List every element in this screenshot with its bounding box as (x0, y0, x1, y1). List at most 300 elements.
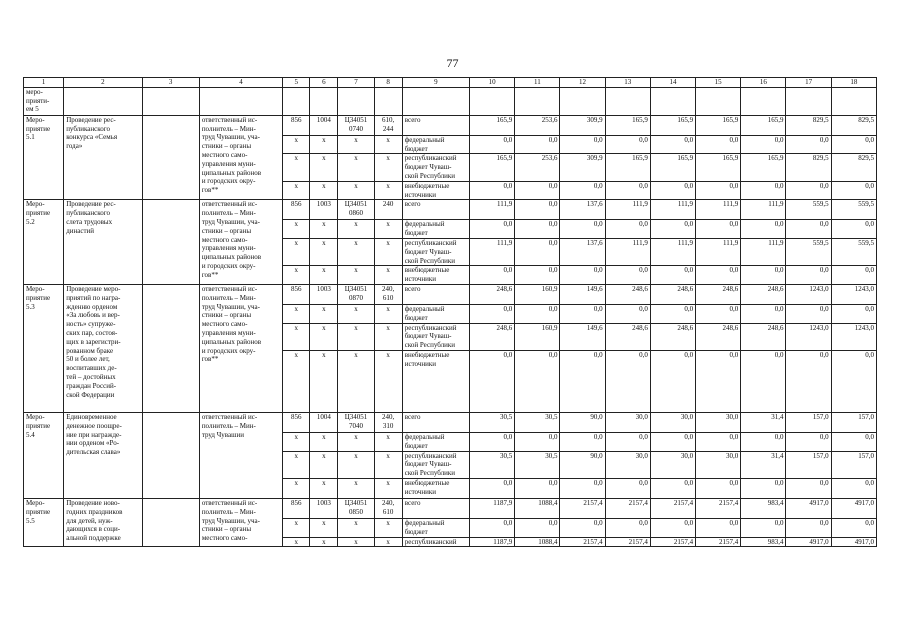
amount-value: 1243,0 (786, 323, 831, 350)
amount-value: 0,0 (650, 304, 695, 323)
grbs-code: x (283, 266, 310, 285)
column-number: 5 (283, 78, 310, 88)
amount-value: 0,0 (515, 135, 560, 154)
amount-value: 30,5 (470, 412, 515, 432)
amount-value: 1088,4 (515, 498, 560, 518)
funding-source: федеральный бюджет (402, 518, 469, 537)
amount-value: 30,0 (696, 412, 741, 432)
section-code: x (310, 304, 338, 323)
amount-value: 0,0 (741, 135, 786, 154)
measure-executor: ответственный ис- полнитель – Мин- труд Чувашии, уча- стники – органы местного само- управления муни- ципальных районов и городских окру- гов** (199, 200, 282, 285)
amount-value: 30,5 (515, 451, 560, 478)
measure-executor: ответственный ис- полнитель – Мин- труд Чувашии, уча- стники – органы местного само- управления муни- ципальных районов и городских окру- гов** (199, 284, 282, 412)
amount-value: 0,0 (741, 181, 786, 200)
empty-cell (374, 87, 402, 115)
amount-value: 0,0 (831, 478, 876, 498)
amount-value: 0,0 (470, 518, 515, 537)
amount-value: 0,0 (605, 432, 650, 451)
amount-value: 0,0 (605, 304, 650, 323)
amount-value: 559,5 (831, 200, 876, 220)
amount-value: 0,0 (741, 266, 786, 285)
amount-value: 2157,4 (605, 498, 650, 518)
amount-value: 0,0 (470, 220, 515, 239)
grbs-code: x (283, 181, 310, 200)
empty-cell (142, 87, 199, 115)
amount-value: 0,0 (515, 181, 560, 200)
amount-value: 0,0 (831, 135, 876, 154)
section-code: x (310, 478, 338, 498)
amount-value: 90,0 (560, 412, 605, 432)
funding-source: всего (402, 498, 469, 518)
funding-source: республиканский бюджет Чуваш- ской Республики (402, 323, 469, 350)
amount-value: 0,0 (605, 518, 650, 537)
measure-id: Меро- приятие 5.2 (24, 200, 64, 285)
empty-cell (64, 87, 142, 115)
section-code: x (310, 266, 338, 285)
target-article-code: Ц34051 0850 (338, 498, 374, 518)
amount-value: 0,0 (696, 478, 741, 498)
grbs-code: x (283, 350, 310, 412)
amount-value: 30,0 (696, 451, 741, 478)
amount-value: 31,4 (741, 412, 786, 432)
empty-cell (310, 87, 338, 115)
empty-cell (283, 87, 310, 115)
target-article-code: Ц34051 0740 (338, 115, 374, 135)
amount-value: 2157,4 (650, 537, 695, 547)
funding-source: внебюджетные источники (402, 266, 469, 285)
target-article-code: Ц34051 0860 (338, 200, 374, 220)
column-number: 11 (515, 78, 560, 88)
amount-value: 0,0 (741, 304, 786, 323)
target-article-code: x (338, 350, 374, 412)
empty-cell (338, 87, 374, 115)
amount-value: 2157,4 (560, 498, 605, 518)
amount-value: 0,0 (605, 266, 650, 285)
expense-type-code: x (374, 266, 402, 285)
amount-value: 157,0 (831, 451, 876, 478)
amount-value: 1243,0 (831, 323, 876, 350)
section-code: x (310, 350, 338, 412)
amount-value: 0,0 (560, 518, 605, 537)
amount-value: 111,9 (696, 200, 741, 220)
column-number: 7 (338, 78, 374, 88)
amount-value: 248,6 (470, 284, 515, 304)
amount-value: 0,0 (560, 266, 605, 285)
amount-value: 4917,0 (786, 498, 831, 518)
amount-value: 559,5 (831, 238, 876, 265)
grbs-code: 856 (283, 412, 310, 432)
amount-value: 165,9 (650, 154, 695, 181)
amount-value: 165,9 (605, 115, 650, 135)
amount-value: 4917,0 (786, 537, 831, 547)
table-row (24, 115, 877, 135)
amount-value: 248,6 (696, 323, 741, 350)
amount-value: 137,6 (560, 200, 605, 220)
amount-value: 4917,0 (831, 498, 876, 518)
column-3-cell (142, 115, 199, 200)
amount-value: 30,5 (470, 451, 515, 478)
amount-value: 111,9 (650, 200, 695, 220)
amount-value: 983,4 (741, 498, 786, 518)
amount-value: 0,0 (605, 135, 650, 154)
table-row (24, 412, 877, 432)
amount-value: 0,0 (560, 220, 605, 239)
funding-source: внебюджетные источники (402, 478, 469, 498)
amount-value: 0,0 (696, 350, 741, 412)
funding-source: федеральный бюджет (402, 135, 469, 154)
column-number: 12 (560, 78, 605, 88)
continuation-label: меро- прияти- ем 5 (24, 87, 64, 115)
funding-source: республиканский бюджет Чуваш- ской Республики (402, 451, 469, 478)
expense-type-code: x (374, 350, 402, 412)
amount-value: 149,6 (560, 323, 605, 350)
column-number: 13 (605, 78, 650, 88)
amount-value: 248,6 (650, 284, 695, 304)
amount-value: 0,0 (696, 432, 741, 451)
amount-value: 157,0 (831, 412, 876, 432)
amount-value: 0,0 (786, 266, 831, 285)
amount-value: 0,0 (741, 220, 786, 239)
section-code: x (310, 432, 338, 451)
empty-cell (741, 87, 786, 115)
column-number: 16 (741, 78, 786, 88)
expense-type-code: x (374, 537, 402, 547)
target-article-code: x (338, 323, 374, 350)
amount-value: 0,0 (696, 135, 741, 154)
target-article-code: Ц34051 0870 (338, 284, 374, 304)
column-number: 1 (24, 78, 64, 88)
target-article-code: x (338, 266, 374, 285)
amount-value: 30,0 (650, 412, 695, 432)
expense-type-code: 240, 610 (374, 498, 402, 518)
target-article-code: x (338, 432, 374, 451)
amount-value: 0,0 (786, 135, 831, 154)
amount-value: 0,0 (831, 350, 876, 412)
amount-value: 0,0 (605, 478, 650, 498)
amount-value: 111,9 (605, 200, 650, 220)
target-article-code: x (338, 478, 374, 498)
funding-source: республиканский бюджет Чуваш- ской Республики (402, 154, 469, 181)
column-number: 18 (831, 78, 876, 88)
amount-value: 90,0 (560, 451, 605, 478)
empty-cell (786, 87, 831, 115)
amount-value: 559,5 (786, 200, 831, 220)
expense-type-code: x (374, 181, 402, 200)
amount-value: 0,0 (515, 350, 560, 412)
amount-value: 0,0 (741, 432, 786, 451)
funding-source: внебюджетные источники (402, 181, 469, 200)
section-code: x (310, 451, 338, 478)
amount-value: 0,0 (831, 220, 876, 239)
amount-value: 0,0 (560, 135, 605, 154)
amount-value: 157,0 (786, 412, 831, 432)
amount-value: 0,0 (831, 304, 876, 323)
amount-value: 0,0 (515, 518, 560, 537)
amount-value: 829,5 (786, 154, 831, 181)
amount-value: 165,9 (605, 154, 650, 181)
amount-value: 4917,0 (831, 537, 876, 547)
expense-type-code: x (374, 304, 402, 323)
page-number: 77 (446, 56, 459, 70)
amount-value: 829,5 (786, 115, 831, 135)
expense-type-code: x (374, 135, 402, 154)
expense-type-code: x (374, 220, 402, 239)
expense-type-code: 240, 610 (374, 284, 402, 304)
grbs-code: x (283, 135, 310, 154)
amount-value: 0,0 (650, 135, 695, 154)
funding-source: федеральный бюджет (402, 304, 469, 323)
section-code: 1003 (310, 200, 338, 220)
amount-value: 0,0 (560, 304, 605, 323)
measure-id: Меро- приятие 5.1 (24, 115, 64, 200)
funding-source: федеральный бюджет (402, 432, 469, 451)
amount-value: 309,9 (560, 154, 605, 181)
continuation-row (24, 87, 877, 115)
amount-value: 248,6 (650, 323, 695, 350)
amount-value: 0,0 (786, 181, 831, 200)
funding-source: всего (402, 200, 469, 220)
amount-value: 165,9 (696, 115, 741, 135)
target-article-code: x (338, 154, 374, 181)
amount-value: 2157,4 (605, 537, 650, 547)
empty-cell (402, 87, 469, 115)
section-code: x (310, 220, 338, 239)
section-code: 1003 (310, 498, 338, 518)
target-article-code: x (338, 537, 374, 547)
amount-value: 0,0 (605, 350, 650, 412)
column-3-cell (142, 284, 199, 412)
column-number: 3 (142, 78, 199, 88)
target-article-code: x (338, 181, 374, 200)
amount-value: 0,0 (470, 266, 515, 285)
target-article-code: Ц34051 7040 (338, 412, 374, 432)
empty-cell (199, 87, 282, 115)
grbs-code: 856 (283, 115, 310, 135)
amount-value: 0,0 (515, 200, 560, 220)
empty-cell (560, 87, 605, 115)
amount-value: 165,9 (696, 154, 741, 181)
amount-value: 0,0 (786, 432, 831, 451)
table-row (24, 498, 877, 518)
section-code: x (310, 135, 338, 154)
measure-name: Проведение меро- приятий по награ- жденню орденом «За любовь и вер- ность» супруже- ских пар, состоя- щих в зарегистри- рованном браке 50 и более лет, воспитавших де- тей – достойных граждан Россий- ской Федерации (64, 284, 142, 412)
amount-value: 248,6 (605, 323, 650, 350)
amount-value: 559,5 (786, 238, 831, 265)
expense-type-code: x (374, 154, 402, 181)
column-number: 9 (402, 78, 469, 88)
measure-name: Проведение ново- годних праздников для детей, нуж- дающихся в соци- альной поддержке (64, 498, 142, 546)
section-code: x (310, 518, 338, 537)
column-number: 17 (786, 78, 831, 88)
amount-value: 30,0 (605, 451, 650, 478)
amount-value: 160,9 (515, 284, 560, 304)
amount-value: 0,0 (515, 266, 560, 285)
amount-value: 31,4 (741, 451, 786, 478)
empty-cell (650, 87, 695, 115)
amount-value: 248,6 (605, 284, 650, 304)
funding-source: федеральный бюджет (402, 220, 469, 239)
grbs-code: x (283, 238, 310, 265)
amount-value: 0,0 (650, 432, 695, 451)
measure-executor: ответственный ис- полнитель – Мин- труд Чувашии (199, 412, 282, 498)
budget-table (23, 77, 877, 547)
expense-type-code: 610, 244 (374, 115, 402, 135)
amount-value: 0,0 (470, 432, 515, 451)
measure-id: Меро- приятие 5.4 (24, 412, 64, 498)
amount-value: 1088,4 (515, 537, 560, 547)
column-number-row (24, 78, 877, 88)
amount-value: 165,9 (470, 154, 515, 181)
amount-value: 165,9 (650, 115, 695, 135)
amount-value: 0,0 (831, 518, 876, 537)
empty-cell (696, 87, 741, 115)
amount-value: 0,0 (786, 304, 831, 323)
amount-value: 0,0 (831, 432, 876, 451)
section-code: x (310, 238, 338, 265)
measure-name: Единовременное денежное поощре- ние при награжде- нии орденом «Ро- дительская слава» (64, 412, 142, 498)
funding-source: республиканский бюджет Чуваш- ской Республики (402, 238, 469, 265)
amount-value: 0,0 (786, 478, 831, 498)
amount-value: 829,5 (831, 154, 876, 181)
amount-value: 0,0 (515, 304, 560, 323)
grbs-code: x (283, 478, 310, 498)
table-row (24, 200, 877, 220)
amount-value: 2157,4 (650, 498, 695, 518)
amount-value: 0,0 (696, 181, 741, 200)
target-article-code: x (338, 518, 374, 537)
amount-value: 0,0 (515, 238, 560, 265)
amount-value: 111,9 (696, 238, 741, 265)
grbs-code: x (283, 154, 310, 181)
expense-type-code: x (374, 432, 402, 451)
target-article-code: x (338, 238, 374, 265)
empty-cell (470, 87, 515, 115)
measure-executor: ответственный ис- полнитель – Мин- труд Чувашии, уча- стники – органы местного само- (199, 498, 282, 546)
expense-type-code: x (374, 451, 402, 478)
section-code: 1004 (310, 412, 338, 432)
section-code: 1004 (310, 115, 338, 135)
amount-value: 0,0 (470, 135, 515, 154)
measure-id: Меро- приятие 5.5 (24, 498, 64, 546)
amount-value: 111,9 (741, 200, 786, 220)
grbs-code: x (283, 451, 310, 478)
amount-value: 0,0 (831, 181, 876, 200)
amount-value: 309,9 (560, 115, 605, 135)
amount-value: 0,0 (696, 266, 741, 285)
amount-value: 253,6 (515, 154, 560, 181)
grbs-code: 856 (283, 284, 310, 304)
amount-value: 0,0 (560, 350, 605, 412)
amount-value: 0,0 (470, 478, 515, 498)
amount-value: 248,6 (741, 323, 786, 350)
amount-value: 248,6 (470, 323, 515, 350)
amount-value: 165,9 (741, 154, 786, 181)
amount-value: 248,6 (741, 284, 786, 304)
amount-value: 0,0 (650, 266, 695, 285)
funding-source: всего (402, 115, 469, 135)
grbs-code: x (283, 304, 310, 323)
amount-value: 2157,4 (696, 537, 741, 547)
amount-value: 111,9 (741, 238, 786, 265)
amount-value: 0,0 (560, 432, 605, 451)
amount-value: 0,0 (470, 304, 515, 323)
column-number: 6 (310, 78, 338, 88)
amount-value: 0,0 (786, 220, 831, 239)
amount-value: 0,0 (650, 181, 695, 200)
measure-id: Меро- приятие 5.3 (24, 284, 64, 412)
funding-source: республиканский (402, 537, 469, 547)
amount-value: 149,6 (560, 284, 605, 304)
column-number: 15 (696, 78, 741, 88)
amount-value: 111,9 (470, 200, 515, 220)
amount-value: 1187,9 (470, 498, 515, 518)
section-code: x (310, 323, 338, 350)
amount-value: 0,0 (741, 478, 786, 498)
funding-source: всего (402, 284, 469, 304)
amount-value: 0,0 (786, 518, 831, 537)
section-code: x (310, 181, 338, 200)
amount-value: 0,0 (470, 350, 515, 412)
amount-value: 0,0 (786, 350, 831, 412)
amount-value: 0,0 (741, 518, 786, 537)
column-3-cell (142, 412, 199, 498)
measure-name: Проведение рес- публиканского конкурса «Семья года» (64, 115, 142, 200)
grbs-code: 856 (283, 200, 310, 220)
column-3-cell (142, 498, 199, 546)
amount-value: 983,4 (741, 537, 786, 547)
amount-value: 0,0 (650, 220, 695, 239)
amount-value: 30,0 (605, 412, 650, 432)
amount-value: 111,9 (605, 238, 650, 265)
amount-value: 0,0 (515, 432, 560, 451)
column-number: 10 (470, 78, 515, 88)
amount-value: 0,0 (605, 181, 650, 200)
amount-value: 0,0 (831, 266, 876, 285)
column-number: 4 (199, 78, 282, 88)
expense-type-code: x (374, 323, 402, 350)
amount-value: 0,0 (650, 478, 695, 498)
amount-value: 0,0 (605, 220, 650, 239)
amount-value: 2157,4 (560, 537, 605, 547)
amount-value: 0,0 (696, 220, 741, 239)
target-article-code: x (338, 220, 374, 239)
amount-value: 0,0 (560, 181, 605, 200)
amount-value: 0,0 (696, 518, 741, 537)
grbs-code: x (283, 537, 310, 547)
amount-value: 111,9 (650, 238, 695, 265)
amount-value: 160,9 (515, 323, 560, 350)
grbs-code: 856 (283, 498, 310, 518)
amount-value: 165,9 (741, 115, 786, 135)
empty-cell (605, 87, 650, 115)
amount-value: 1243,0 (786, 284, 831, 304)
section-code: x (310, 537, 338, 547)
empty-cell (831, 87, 876, 115)
amount-value: 0,0 (741, 350, 786, 412)
amount-value: 829,5 (831, 115, 876, 135)
measure-executor: ответственный ис- полнитель – Мин- труд Чувашии, уча- стники – органы местного само- управления муни- ципальных районов и городских окру- гов** (199, 115, 282, 200)
amount-value: 0,0 (515, 478, 560, 498)
column-number: 8 (374, 78, 402, 88)
amount-value: 1243,0 (831, 284, 876, 304)
amount-value: 248,6 (696, 284, 741, 304)
grbs-code: x (283, 220, 310, 239)
amount-value: 165,9 (470, 115, 515, 135)
amount-value: 253,6 (515, 115, 560, 135)
expense-type-code: x (374, 238, 402, 265)
target-article-code: x (338, 135, 374, 154)
section-code: 1003 (310, 284, 338, 304)
